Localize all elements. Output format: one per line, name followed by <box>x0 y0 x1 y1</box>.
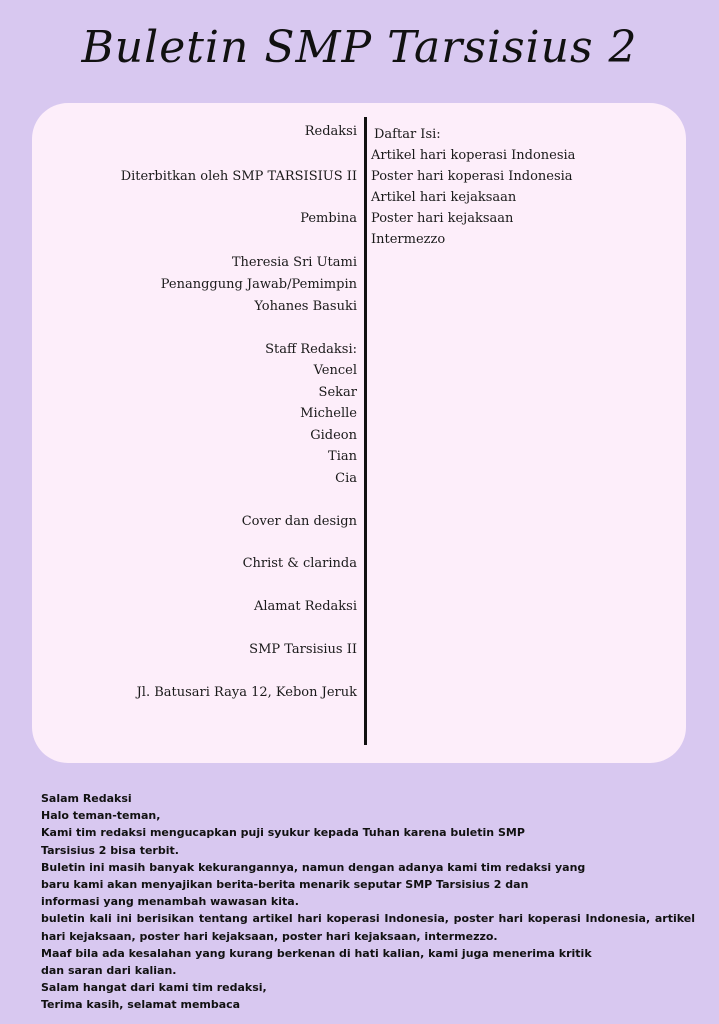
pembina-name: Theresia Sri Utami <box>231 255 357 270</box>
address-street: Jl. Batusari Raya 12, Kebon Jeruk <box>136 685 357 700</box>
staff-member: Gideon <box>310 428 357 443</box>
cover-names: Christ & clarinda <box>242 556 357 571</box>
staff-member: Tian <box>328 449 357 464</box>
letter-line: Salam Redaksi <box>41 792 132 805</box>
letter-paragraph: buletin kali ini berisikan tentang artikel hari koperasi Indonesia, poster hari koperasi Indonesia, artikel hari kejaksaan, poster hari kejaksaan, poster hari kejaksaan, intermezzo. <box>41 912 695 943</box>
cover-label: Cover dan design <box>241 514 357 529</box>
letter-line: dan saran dari kalian. <box>41 964 177 978</box>
staff-label: Staff Redaksi: <box>265 342 357 357</box>
toc-item: Poster hari koperasi Indonesia <box>371 169 573 184</box>
publisher: Diterbitkan oleh SMP TARSISIUS II <box>120 169 357 184</box>
address-name: SMP Tarsisius II <box>249 642 357 657</box>
letter-line: Halo teman-teman, <box>41 809 161 823</box>
toc-item: Artikel hari kejaksaan <box>371 190 517 205</box>
letter-line: informasi yang menambah wawasan kita. <box>41 895 299 909</box>
editor-letter <box>41 790 695 1014</box>
page-title: Buletin SMP Tarsisius 2 <box>81 22 638 73</box>
letter-line: Kami tim redaksi mengucapkan puji syukur kepada Tuhan karena buletin SMP <box>41 826 525 840</box>
table-of-contents <box>371 124 671 250</box>
address-label: Alamat Redaksi <box>254 599 357 614</box>
staff-member: Vencel <box>313 363 357 378</box>
letter-line: Salam hangat dari kami tim redaksi, <box>41 981 267 995</box>
letter-line: Maaf bila ada kesalahan yang kurang berkenan di hati kalian, kami juga menerima kritik <box>41 946 592 960</box>
pj-name: Yohanes Basuki <box>254 299 357 314</box>
pj-label: Penanggung Jawab/Pemimpin <box>160 277 357 292</box>
letter-line: Tarsisius 2 bisa terbit. <box>41 843 179 857</box>
staff-member: Sekar <box>318 385 357 400</box>
letter-line: baru kami akan menyajikan berita-berita menarik seputar SMP Tarsisius 2 dan <box>41 878 529 892</box>
toc-heading: Daftar Isi: <box>374 127 441 142</box>
staff-member: Michelle <box>300 406 357 421</box>
toc-item: Artikel hari koperasi Indonesia <box>371 148 576 163</box>
column-divider <box>364 117 367 745</box>
toc-item: Intermezzo <box>371 232 446 247</box>
letter-line: Terima kasih, selamat membaca <box>41 998 241 1012</box>
redaksi-label: Redaksi <box>304 124 357 139</box>
toc-item: Poster hari kejaksaan <box>371 211 514 226</box>
pembina-label: Pembina <box>300 211 357 226</box>
letter-line: Buletin ini masih banyak kekurangannya, namun dengan adanya kami tim redaksi yang <box>41 860 586 874</box>
staff-member: Cia <box>335 471 357 486</box>
